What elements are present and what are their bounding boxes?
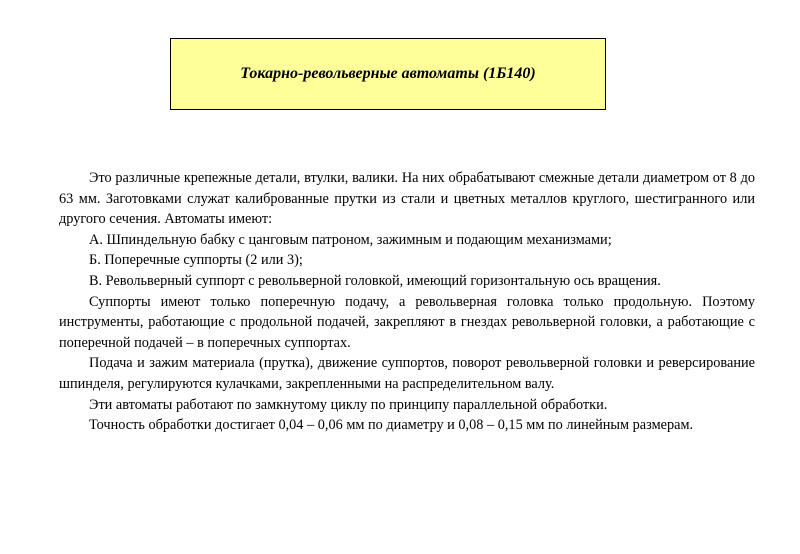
paragraph-item-v: В. Револьверный суппорт с револьверной головкой, имеющий горизонтальную ось вращения.: [89, 272, 661, 289]
slide-title: Токарно-револьверные автоматы (1Б140): [240, 65, 536, 82]
paragraph-cycle: Эти автоматы работают по замкнутому циклу по принципу параллельной обработки.: [89, 396, 608, 413]
paragraph-supports: Суппорты имеют только поперечную подачу, а револьверная головка только продольную. Поэтому инструменты, работающие с продольной подачей, закрепляют в гнездах револьверной головки, а работающие с поперечной подачей – в поперечных суппортах.: [59, 293, 755, 351]
title-box: [170, 38, 606, 110]
paragraph-item-a: А. Шпиндельную бабку с цанговым патроном, зажимным и подающим механизмами;: [89, 231, 612, 248]
paragraph-intro: Это различные крепежные детали, втулки, валики. На них обрабатывают смежные детали диаметром от 8 до 63 мм. Заготовками служат калиброванные прутки из стали и цветных металлов круглого, шестигранного или другого сечения. Автоматы имеют:: [59, 170, 755, 228]
paragraph-feed: Подача и зажим материала (прутка), движение суппортов, поворот револьверной головки и реверсирование шпинделя, регулируются кулачками, закрепленными на распределительном валу.: [59, 355, 755, 392]
body-text: [59, 168, 755, 436]
paragraph-item-b: Б. Поперечные суппорты (2 или 3);: [89, 252, 303, 269]
paragraph-accuracy: Точность обработки достигает 0,04 – 0,06 мм по диаметру и 0,08 – 0,15 мм по линейным размерам.: [89, 417, 694, 434]
